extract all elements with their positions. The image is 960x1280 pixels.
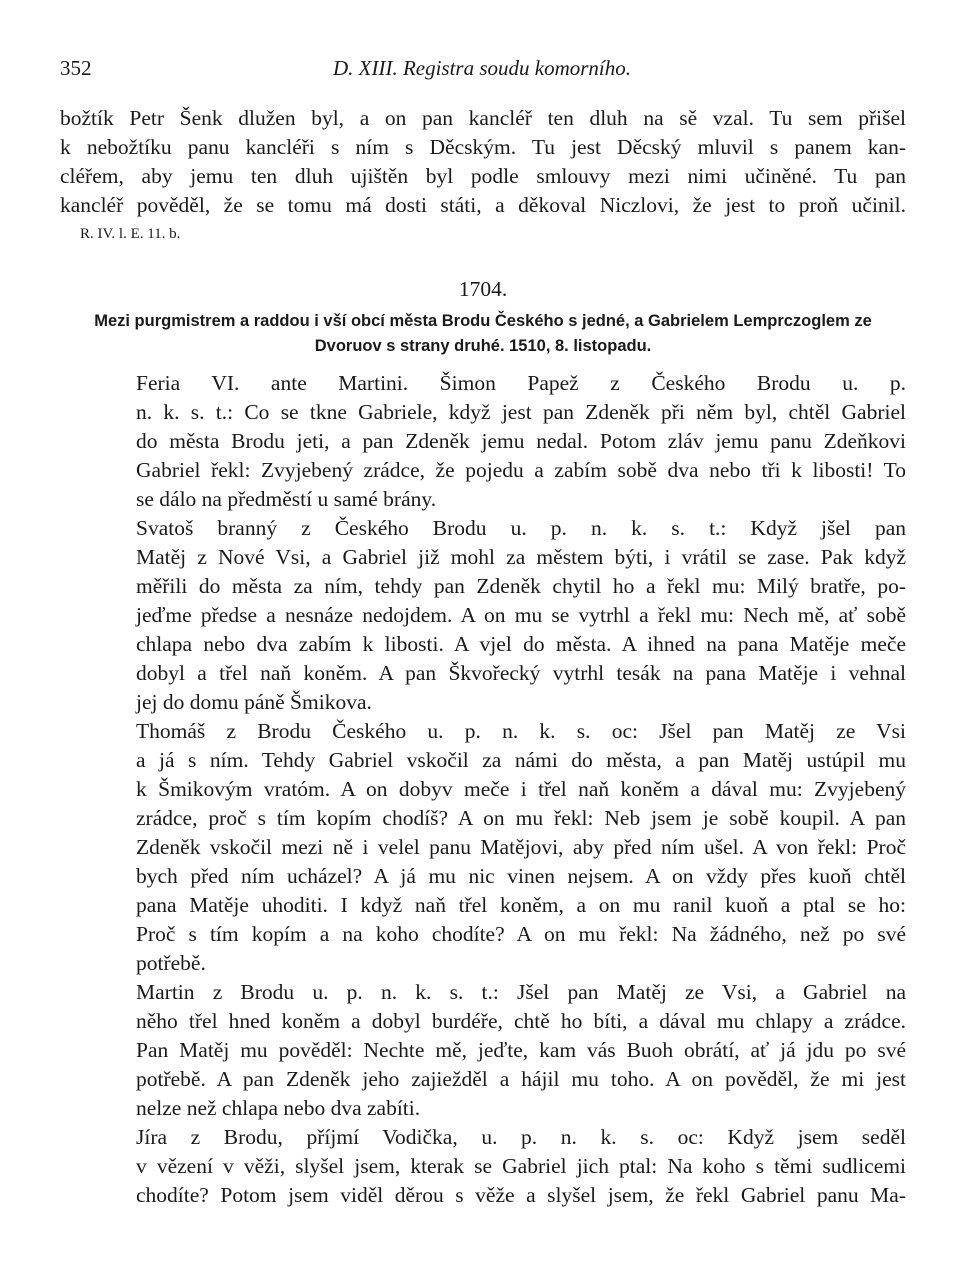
text-line: Jíra z Brodu, příjmí Vodička, u. p. n. k. s. oc: Když jsem seděl — [136, 1125, 906, 1149]
text-line: Gabriel řekl: Zvyjebený zrádce, že pojedu a zabím sobě dva nebo tři k libosti! To — [136, 458, 906, 482]
page-number: 352 — [60, 56, 92, 80]
text-line: v vězení v věži, slyšel jsem, kterak se Gabriel jich ptal: Na koho s těmi sudlicemi — [136, 1154, 906, 1178]
testimony-paragraph — [60, 1123, 906, 1210]
text-line: potřebě. A pan Zdeněk jeho zajiežděl a hájil mu toho. A on pověděl, že mi jest — [136, 1067, 906, 1091]
text-line: n. k. s. t.: Co se tkne Gabriele, když jest pan Zdeněk při něm byl, chtěl Gabriel — [136, 400, 906, 424]
text-line: Zdeněk vskočil mezi ně i velel panu Matějovi, aby před ním ušel. A von řekl: Proč — [136, 835, 906, 859]
text-line: Feria VI. ante Martini. Šimon Papež z Českého Brodu u. p. — [136, 371, 906, 395]
entry-regest — [60, 309, 906, 359]
text-line: zrádce, proč s tím kopím chodíš? A on mu řekl: Neb jsem je sobě koupil. A pan — [136, 806, 906, 830]
regest-text: Mezi purgmistrem a raddou i vší obcí města Brodu Českého s jedné, a Gabrielem Lemprczoglem ze Dvoruov s strany druhé. 1510, 8. listopadu. — [94, 312, 872, 355]
entry-number: 1704. — [458, 277, 508, 301]
text-line: jej do domu páně Šmikova. — [136, 690, 372, 714]
text-line: do města Brodu jeti, a pan Zdeněk jemu nedal. Potom zláv jemu panu Zdeňkovi — [136, 429, 906, 453]
text-line: Proč s tím kopím a na koho chodíte? A on mu řekl: Na žádného, než po své — [136, 922, 906, 946]
text-line: nelze než chlapa nebo dva zabíti. — [136, 1096, 421, 1120]
testimony-paragraph — [60, 514, 906, 717]
text-line: potřebě. — [136, 951, 206, 975]
testimony-paragraph — [60, 369, 906, 514]
continuation-paragraph — [60, 104, 906, 220]
text-line: Pan Matěj mu pověděl: Nechte mě, jeďte, kam vás Buoh obrátí, ať já jdu po své — [136, 1038, 906, 1062]
text-line: božtík Petr Šenk dlužen byl, a on pan kancléř ten dluh na sě vzal. Tu sem přišel — [60, 106, 906, 130]
text-line: něho třel hned koněm a dobyl burdéře, chtě ho bíti, a dával mu chlapy a zrádce. — [136, 1009, 906, 1033]
text-line: bych před ním ucházel? A já mu nic vinen nejsem. A on vždy přes kuoň chtěl — [136, 864, 906, 888]
testimony-paragraph — [60, 717, 906, 978]
text-line: k Šmikovým vratóm. A on dobyv meče i třel naň koněm a dával mu: Zvyjebený — [136, 777, 906, 801]
text-line: Matěj z Nové Vsi, a Gabriel již mohl za městem býti, i vrátil se zase. Pak když — [136, 545, 906, 569]
text-line: chodíte? Potom jsem viděl děrou s věže a slyšel jsem, že řekl Gabriel panu Ma- — [136, 1183, 906, 1207]
source-citation: R. IV. l. E. 11. b. — [80, 226, 181, 242]
text-line: kancléř pověděl, že se tomu má dosti státi, a děkoval Niczlovi, že jest to proň učinil. — [60, 193, 906, 217]
text-line: pana Matěje uhoditi. I když naň třel koněm, a on mu ranil kuoň a ptal se ho: — [136, 893, 906, 917]
text-line: Thomáš z Brodu Českého u. p. n. k. s. oc: Jšel pan Matěj ze Vsi — [136, 719, 906, 743]
testimony-paragraph — [60, 978, 906, 1123]
text-line: chlapa nebo dva zabím k libosti. A vjel do města. A ihned na pana Matěje meče — [136, 632, 906, 656]
text-line: a já s ním. Tehdy Gabriel vskočil za námi do města, a pan Matěj ustúpil mu — [136, 748, 906, 772]
text-line: jeďme předse a nesnáze nedojdem. A on mu se vytrhl a řekl mu: Nech mě, ať sobě — [136, 603, 906, 627]
text-line: Svatoš branný z Českého Brodu u. p. n. k. s. t.: Když jšel pan — [136, 516, 906, 540]
text-line: měřili do města za ním, tehdy pan Zdeněk chytil ho a řekl mu: Milý bratře, po- — [136, 574, 906, 598]
text-line: k nebožtíku panu kancléři s ním s Děcským. Tu jest Děcský mluvil s panem kan- — [60, 135, 906, 159]
text-line: Martin z Brodu u. p. n. k. s. t.: Jšel pan Matěj ze Vsi, a Gabriel na — [136, 980, 906, 1004]
page-body — [60, 104, 906, 1210]
running-title: D. XIII. Registra soudu komorního. — [332, 56, 632, 80]
running-header — [60, 56, 904, 86]
text-line: se dálo na předměstí u samé brány. — [136, 487, 437, 511]
text-line: dobyl a třel naň koněm. A pan Škvořecký vytrhl tesák na pana Matěje i vehnal — [136, 661, 906, 685]
text-line: cléřem, aby jemu ten dluh ujištěn byl podle smlouvy mezi nimi učiněné. Tu pan — [60, 164, 906, 188]
